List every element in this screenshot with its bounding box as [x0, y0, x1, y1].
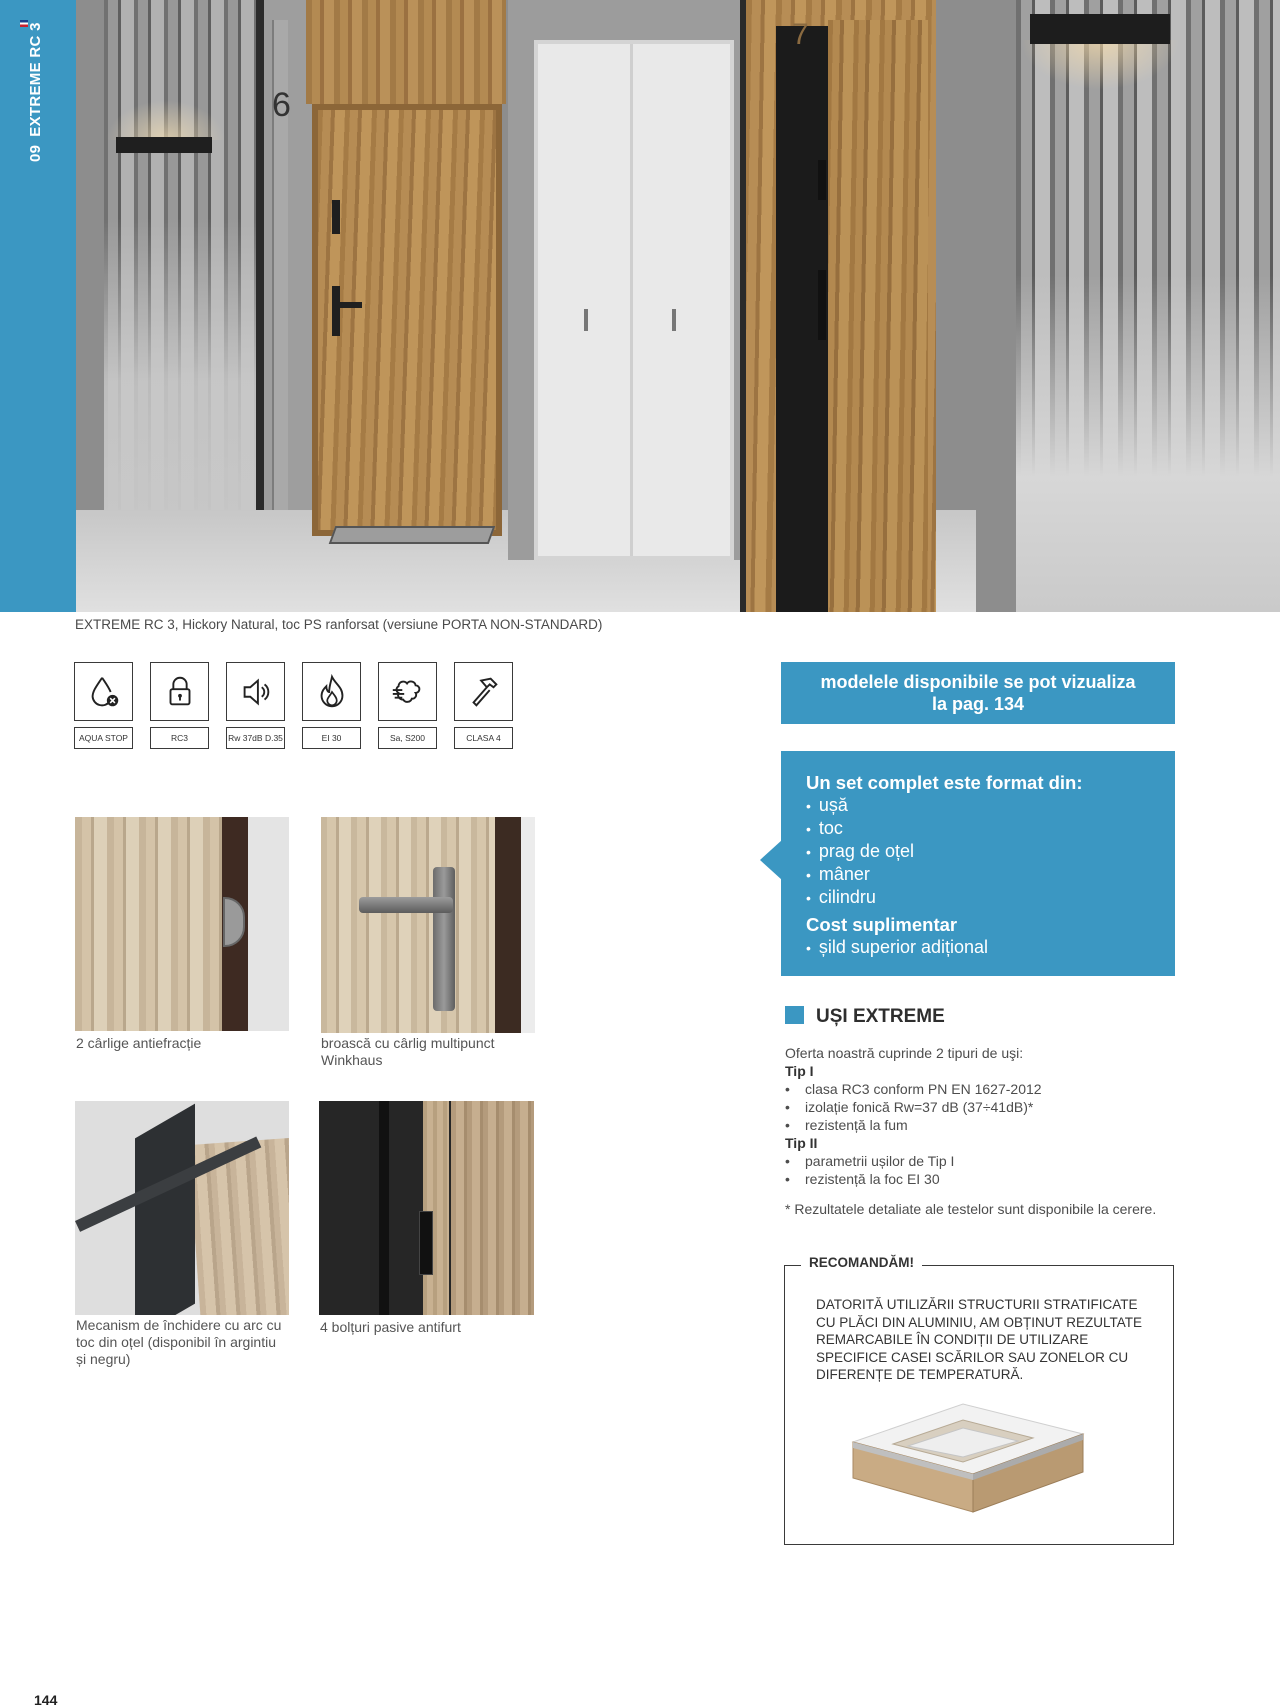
- feature-label: EI 30: [302, 727, 361, 749]
- door-pull: [332, 200, 340, 234]
- photo-winkhaus-lock: [321, 817, 535, 1033]
- feature-label: AQUA STOP: [74, 727, 133, 749]
- recommend-text: DATORITĂ UTILIZĂRII STRUCTURII STRATIFICATE CU PLĂCI DIN ALUMINIU, AM OBȚINUT REZULTATE REMARCABILE ÎN CONDIȚII DE UTILIZARE SPECIFICE CASEI SCĂRILOR SAU ZONELOR CU DIFERENȚE DE TEMPERATURĂ.: [816, 1297, 1143, 1382]
- feature-rc3: [150, 662, 209, 749]
- complete-set-box: [781, 751, 1175, 976]
- cabinet-handle: [584, 309, 588, 331]
- wall-lamp-right: [1030, 14, 1170, 44]
- tip2-item: • parametrii ușilor de Tip I: [785, 1152, 1185, 1170]
- photo-door-closer: [75, 1101, 289, 1315]
- section-number: 09: [27, 144, 44, 162]
- feature-label: CLASA 4: [454, 727, 513, 749]
- section-title-vertical: EXTREME RC 3: [27, 22, 44, 137]
- recommend-box: [784, 1255, 1174, 1545]
- recommend-title: RECOMANDĂM!: [801, 1255, 922, 1270]
- hammer-icon: [454, 662, 513, 721]
- tip2-title: Tip II: [785, 1135, 818, 1151]
- window-frame-left: [256, 0, 264, 545]
- feature-class4: [454, 662, 513, 749]
- steel-frame: [379, 1101, 389, 1315]
- door-transom: [306, 0, 506, 104]
- wall-lamp-left: [116, 137, 212, 153]
- handle-lever: [359, 897, 453, 913]
- tip2-item: • rezistență la foc EI 30: [785, 1170, 1185, 1188]
- frame-surface: [248, 817, 289, 1031]
- door-leaf: [451, 1101, 534, 1315]
- feature-acoustic: [226, 662, 285, 749]
- footnote: * Rezultatele detaliate ale testelor sunt disponibile la cerere.: [785, 1201, 1157, 1217]
- forest-wall-right: [1016, 0, 1280, 612]
- extra-cost-title: Cost suplimentar: [806, 914, 958, 935]
- tip1-title: Tip I: [785, 1063, 814, 1079]
- speaker-icon: [226, 662, 285, 721]
- lamp-glow-right: [1020, 40, 1180, 90]
- set-item: • ușă: [806, 794, 1175, 817]
- tip1-list: [785, 1080, 1185, 1134]
- page-number: 144: [34, 1692, 58, 1708]
- feature-label: RC3: [150, 727, 209, 749]
- section-intro: Oferta noastră cuprinde 2 tipuri de uşi:: [785, 1045, 1024, 1061]
- water-drop-icon: [74, 662, 133, 721]
- feature-label: Sa, S200: [378, 727, 437, 749]
- right-door-handle: [818, 270, 826, 340]
- set-item: • cilindru: [806, 886, 1175, 909]
- tip1-item: • clasa RC3 conform PN EN 1627-2012: [785, 1080, 1185, 1098]
- hinge: [419, 1211, 433, 1275]
- lamp-glow-left: [106, 100, 226, 140]
- tip1-item: • izolație fonică Rw=37 dB (37÷41dB)*: [785, 1098, 1185, 1116]
- section-marker: [785, 1006, 804, 1024]
- side-tab: [0, 0, 76, 612]
- extra-item: • șild superior adițional: [806, 936, 1175, 959]
- models-line2: la pag. 134: [931, 694, 1025, 714]
- door-edge: [423, 1101, 449, 1315]
- door-handle-plate: [332, 286, 340, 336]
- frame-surface: [521, 817, 535, 1033]
- feature-smoke: [378, 662, 437, 749]
- tip2-list: [785, 1152, 1185, 1188]
- door-number-right: 7: [792, 18, 809, 51]
- set-item: • prag de oțel: [806, 840, 1175, 863]
- set-item: • mâner: [806, 863, 1175, 886]
- extra-items: [806, 936, 1175, 959]
- set-box-pointer: [760, 840, 782, 880]
- tip1-item: • rezistență la fum: [785, 1116, 1185, 1134]
- set-items: [806, 794, 1175, 909]
- main-door: [312, 104, 502, 536]
- photo-caption: Mecanism de închidere cu arc cu toc din oțel (disponibil în argintiu și negru): [76, 1317, 282, 1367]
- models-link-box[interactable]: [781, 662, 1175, 724]
- layered-structure-illustration: [833, 1394, 1093, 1524]
- right-door-hinge: [818, 160, 826, 200]
- flame-icon: [302, 662, 361, 721]
- photo-anti-burglary-hooks: [75, 817, 289, 1031]
- hero-caption: EXTREME RC 3, Hickory Natural, toc PS ranforsat (versiune PORTA NON-STANDARD): [75, 617, 603, 632]
- feature-fire: [302, 662, 361, 749]
- feature-label: Rw 37dB D.35: [226, 727, 285, 749]
- section-body: [785, 1044, 1185, 1218]
- set-title: Un set complet este format din:: [806, 772, 1083, 793]
- photo-caption: 2 cârlige antiefracție: [76, 1035, 202, 1051]
- door-number-left: 6: [272, 86, 291, 124]
- cabinet-handle: [672, 309, 676, 331]
- feature-icons: [74, 662, 513, 749]
- photo-caption: broască cu cârlig multipunct Winkhaus: [321, 1035, 495, 1068]
- photo-passive-bolts: [319, 1101, 534, 1315]
- smoke-icon: [378, 662, 437, 721]
- door-mat: [329, 526, 496, 544]
- side-tab-label: [27, 22, 44, 162]
- handle-plate: [433, 867, 455, 1011]
- set-item: • toc: [806, 817, 1175, 840]
- feature-aqua-stop: [74, 662, 133, 749]
- photo-caption: 4 bolțuri pasive antifurt: [320, 1319, 461, 1335]
- right-door-leaf: [828, 20, 928, 612]
- section-title: UȘI EXTREME: [816, 1006, 945, 1027]
- door-edge: [495, 817, 521, 1033]
- wall-cabinet: [534, 40, 734, 560]
- hero-photo: [76, 0, 1280, 612]
- door-handle-lever: [332, 302, 362, 308]
- steel-frame: [135, 1104, 195, 1315]
- padlock-icon: [150, 662, 209, 721]
- models-line1: modelele disponibile se pot vizualiza: [820, 672, 1136, 692]
